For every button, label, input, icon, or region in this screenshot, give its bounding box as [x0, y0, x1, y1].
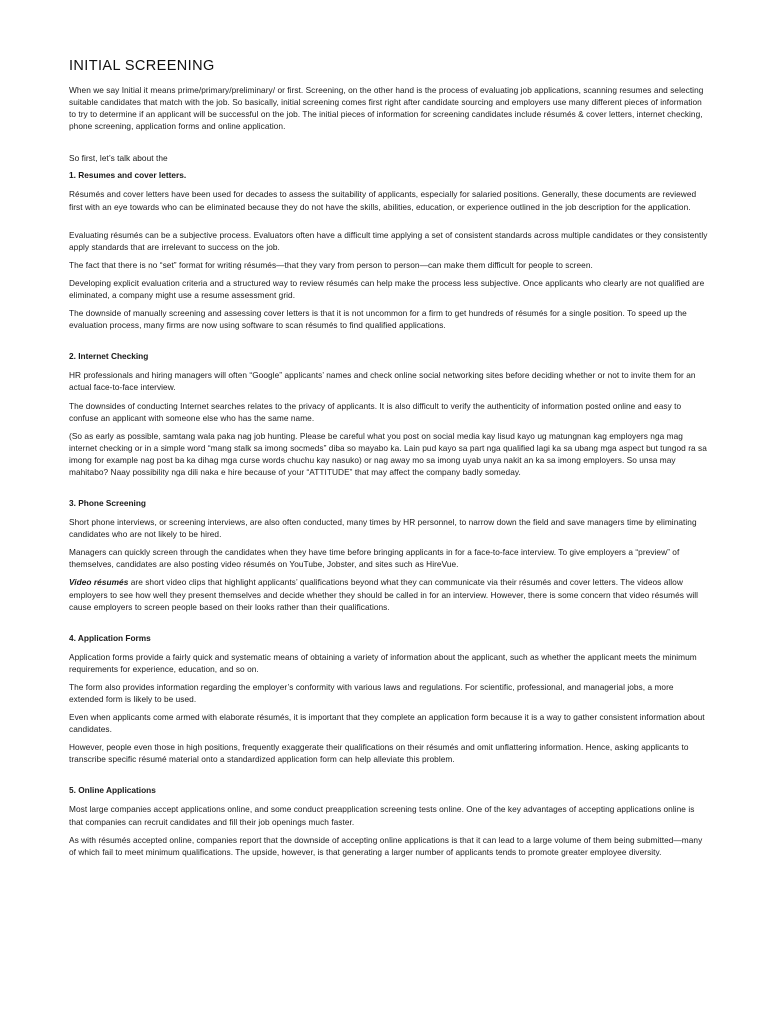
- paragraph-text: are short video clips that highlight applicants’ qualifications beyond what they can communicate via their résumés and cover letters. The videos allow employers to see how well they present themselves and decide whether they should be called in for an interview. However, there is some concern that video résumés will cause employers to screen people based on their looks rather than their qualifications.: [69, 577, 699, 612]
- emphasis-text: Video résumés: [69, 577, 129, 588]
- paragraph: HR professionals and hiring managers will often “Google” applicants’ names and check online social networking sites before deciding whether or not to invite them for an actual face-to-face interview.: [69, 370, 696, 393]
- paragraph: The downsides of conducting Internet searches relates to the privacy of applicants. It is also difficult to verify the authenticity of information posted online and easy to confuse an applicant with someone else who has the same name.: [69, 400, 682, 423]
- section-heading-internet: 2. Internet Checking: [69, 351, 149, 362]
- paragraph: Evaluating résumés can be a subjective process. Evaluators often have a difficult time applying a set of consistent standards across multiple candidates or they consistently apply standards that are irrelevant to success on the job.: [69, 229, 708, 252]
- spacer: [69, 771, 709, 785]
- paragraph: Short phone interviews, or screening interviews, are also often conducted, many times by HR personnel, to narrow down the field and save managers time by eliminating candidates who are not likely to be hired.: [69, 517, 697, 540]
- spacer: [69, 138, 709, 152]
- paragraph: Even when applicants come armed with elaborate résumés, it is important that they complete an application form because it is a way to gather consistent information about candidates.: [69, 712, 705, 735]
- paragraph: As with résumés accepted online, companies report that the downside of accepting online applications is that it can lead to a large volume of them being submitted—many of which fail to meet minimum qualifications. The upside, however, is that generating a larger number of applicants tends to promote greater employee diversity.: [69, 834, 703, 857]
- section-heading-forms: 4. Application Forms: [69, 632, 151, 643]
- spacer: [69, 219, 709, 229]
- paragraph: The downside of manually screening and assessing cover letters is that it is not uncommon for a firm to get hundreds of résumés for a single position. To speed up the evaluation process, many firms are now using software to scan résumés to find qualified applications.: [69, 308, 687, 331]
- section-heading-resumes: 1. Resumes and cover letters.: [69, 170, 187, 181]
- paragraph: Application forms provide a fairly quick and systematic means of obtaining a variety of information about the applicant, such as whether the applicant meets the minimum requirements for experience, education, and so on.: [69, 651, 697, 674]
- section-heading-online: 5. Online Applications: [69, 785, 156, 796]
- spacer: [69, 484, 709, 498]
- paragraph: [69, 576, 709, 612]
- paragraph: Developing explicit evaluation criteria and a structured way to review résumés can help make the process less subjective. Once applicants who clearly are not qualified are eliminated, a company might use a resume assessment grid.: [69, 277, 705, 301]
- paragraph: Résumés and cover letters have been used for decades to assess the suitability of applicants, especially for salaried positions. Generally, these documents are reviewed first with an eye towards who can be eliminated because they do not have the skills, abilities, education, or experience outlined in the job description for the application.: [69, 189, 697, 212]
- paragraph: Most large companies accept applications online, and some conduct preapplication screening tests online. One of the key advantages of accepting applications online is that companies can recruit candidates and fill their job openings much faster.: [69, 804, 695, 827]
- document-page: [69, 58, 709, 864]
- paragraph: The fact that there is no “set” format for writing résumés—that they vary from person to person—can make them difficult for people to screen.: [69, 259, 593, 270]
- page-title: INITIAL SCREENING: [69, 58, 215, 74]
- paragraph: The form also provides information regarding the employer’s conformity with various laws and regulations. For scientific, professional, and managerial jobs, a more extended form is likely to be used.: [69, 681, 674, 704]
- lead-paragraph: So first, let’s talk about the: [69, 153, 168, 164]
- spacer: [69, 619, 709, 633]
- spacer: [69, 337, 709, 351]
- paragraph: Managers can quickly screen through the candidates when they have time before bringing applicants in for a face-to-face interview. To give employers a “preview” of themselves, candidates are also posting video résumés on YouTube, Jobster, and sites such as HireVue.: [69, 547, 680, 570]
- paragraph: However, people even those in high positions, frequently exaggerate their qualifications on their résumés and omit unflattering information. Hence, asking applicants to transcribe specific résumé material onto a standardized application form can help alleviate this problem.: [69, 742, 689, 765]
- intro-paragraph: When we say Initial it means prime/primary/preliminary/ or first. Screening, on the other hand is the process of evaluating job applications, scanning resumes and selecting suitable candidates that match with the job. So basically, initial screening comes first right after candidate sourcing and employers use many different pieces of information to try to determine if an applicant will be successful on the job. The initial pieces of information for screening candidates include résumés & cover letters, internet checking, phone screening, application forms and online application.: [69, 85, 704, 132]
- section-heading-phone: 3. Phone Screening: [69, 498, 146, 509]
- paragraph: (So as early as possible, samtang wala paka nag job hunting. Please be careful what you post on social media kay lisud kayo ug matungnan kag employers nga mag internet checking or in a simple word “mang stalk sa imong socmeds” diba so mayabo ka. Lain pud kayo sa part nga qualified lagi ka sa ubang mga aspect but tungod ra sa imong for example nag post ba ka dihag mga curse words chuchu kay nasuko) or nag away mo sa imong uyab unya nakit an ka sa imong employers. So unsa may mahitabo? Naay possibility nga dili naka e hire because of your “ATTITUDE” that may affect the company badly someday.: [69, 430, 707, 477]
